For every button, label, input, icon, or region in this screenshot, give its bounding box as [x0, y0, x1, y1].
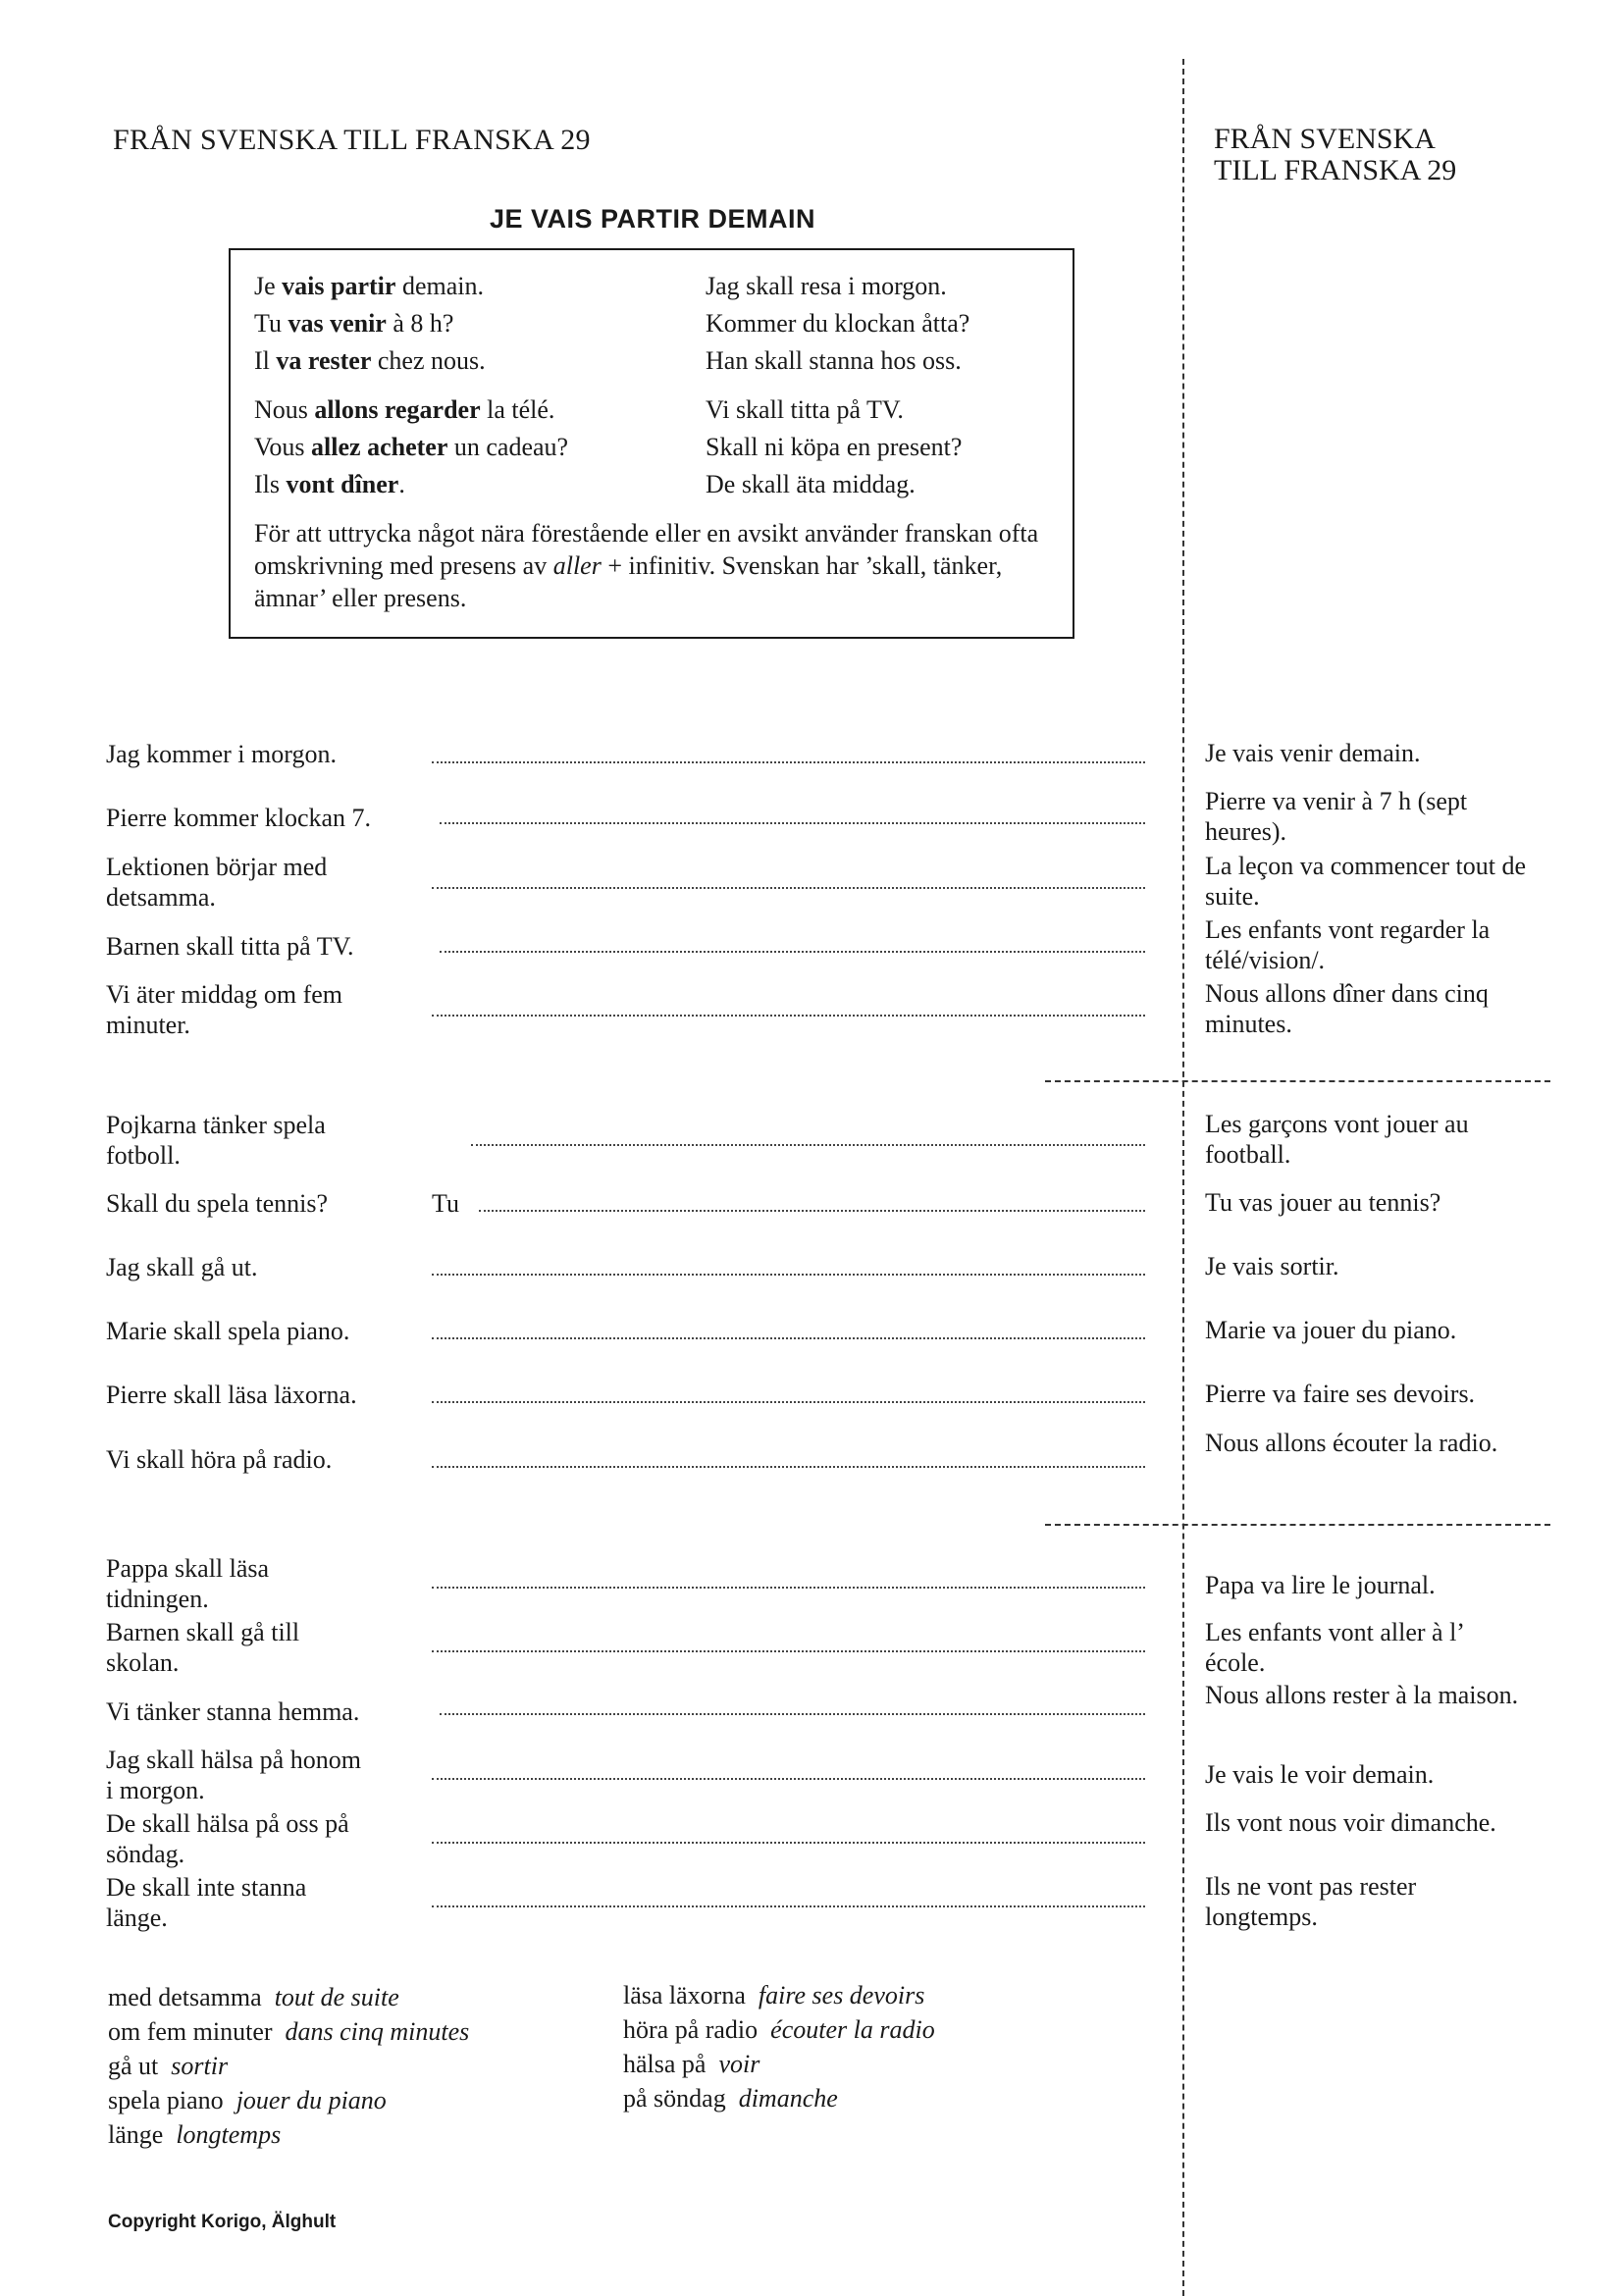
vocab-sv: läsa läxorna — [623, 1981, 746, 2009]
fr-verb: vais partir — [282, 272, 396, 300]
exercise-fr-6: Les garçons vont jouer au football. — [1205, 1110, 1469, 1169]
explanation-text: För att uttrycka något nära förestående eller en avsikt använder franskan ofta omskrivning med presens av — [254, 519, 1039, 580]
vocab-item — [623, 2081, 935, 2115]
vocab-item — [623, 2012, 935, 2047]
vocab-sv: med detsamma — [108, 1983, 262, 2011]
vocabulary-right — [623, 1978, 935, 2115]
exercise-sv-2: Pierre kommer klockan 7. — [106, 804, 372, 832]
answer-line-6[interactable] — [471, 1144, 1145, 1146]
exercise-sv-11: Vi skall höra på radio. — [106, 1445, 333, 1474]
vocabulary-left — [108, 1980, 469, 2152]
exercise-sv-9: Marie skall spela piano. — [106, 1317, 350, 1345]
header-right-line2: TILL FRANSKA 29 — [1214, 154, 1457, 186]
vocab-fr: écouter la radio — [770, 2015, 935, 2044]
exercise-fr-1: Je vais venir demain. — [1205, 739, 1421, 767]
vocab-sv: länge — [108, 2120, 164, 2149]
exercise-fr-3: La leçon va commencer tout de suite. — [1205, 852, 1527, 911]
exercise-fr-5: Nous allons dîner dans cinq minutes. — [1205, 979, 1489, 1038]
vocab-sv: hälsa på — [623, 2050, 707, 2078]
exercise-fr-9: Marie va jouer du piano. — [1205, 1316, 1457, 1344]
vocab-item — [108, 2014, 469, 2049]
grammar-box — [229, 248, 1074, 639]
answer-line-13[interactable] — [432, 1650, 1145, 1652]
fr-text: un cadeau? — [447, 433, 569, 461]
page-title: JE VAIS PARTIR DEMAIN — [489, 204, 816, 234]
fr-text: demain. — [395, 272, 484, 300]
header-right-line1: FRÅN SVENSKA — [1214, 123, 1436, 155]
exercise-sv-4: Barnen skall titta på TV. — [106, 932, 354, 961]
answer-line-1[interactable] — [432, 761, 1145, 763]
grammar-explanation — [254, 517, 1059, 614]
copyright-notice: Copyright Korigo, Älghult — [108, 2212, 337, 2232]
grammar-sv-2: Kommer du klockan åtta? — [706, 309, 970, 338]
exercise-sv-16: De skall hälsa på oss på söndag. — [106, 1809, 349, 1868]
exercise-sv-10: Pierre skall läsa läxorna. — [106, 1381, 357, 1409]
grammar-sv-4: Vi skall titta på TV. — [706, 395, 904, 424]
vocab-fr: sortir — [171, 2052, 229, 2080]
explanation-italic: aller — [552, 551, 602, 580]
answer-prefill-tu: Tu — [432, 1189, 459, 1218]
vocab-sv: spela piano — [108, 2086, 224, 2114]
exercise-fr-8: Je vais sortir. — [1205, 1252, 1339, 1280]
grammar-fr-5 — [254, 431, 568, 464]
fr-verb: allez acheter — [311, 433, 448, 461]
exercise-fr-13: Les enfants vont aller à l’ école. — [1205, 1618, 1464, 1677]
fr-text: Ils — [254, 470, 287, 498]
vocab-fr: dimanche — [738, 2084, 838, 2113]
vertical-fold-line — [1182, 59, 1184, 2296]
answer-line-12[interactable] — [432, 1587, 1145, 1589]
vocab-fr: voir — [718, 2050, 760, 2078]
exercise-fr-2: Pierre va venir à 7 h (sept heures). — [1205, 787, 1468, 846]
grammar-sv-6: De skall äta middag. — [706, 470, 916, 498]
answer-line-4[interactable] — [440, 951, 1145, 953]
exercise-sv-6: Pojkarna tänker spela fotboll. — [106, 1111, 326, 1170]
exercise-fr-11: Nous allons écouter la radio. — [1205, 1429, 1498, 1457]
fr-text: . — [398, 470, 405, 498]
answer-line-11[interactable] — [432, 1466, 1145, 1468]
answer-line-7[interactable] — [479, 1210, 1145, 1212]
exercise-sv-8: Jag skall gå ut. — [106, 1253, 258, 1281]
grammar-fr-2 — [254, 307, 453, 340]
fr-verb: allons regarder — [314, 395, 481, 424]
vocab-sv: på söndag — [623, 2084, 726, 2113]
fr-verb: vas venir — [288, 309, 387, 338]
exercise-fr-10: Pierre va faire ses devoirs. — [1205, 1380, 1476, 1408]
answer-line-16[interactable] — [432, 1842, 1145, 1844]
vocab-fr: faire ses devoirs — [758, 1981, 925, 2009]
fr-text: chez nous. — [371, 346, 486, 375]
explanation-text: + infinitiv. Svenskan har ’skall, tänker, ämnar’ eller presens. — [254, 551, 1003, 612]
vocab-sv: höra på radio — [623, 2015, 759, 2044]
fr-text: Tu — [254, 309, 288, 338]
vocab-sv: gå ut — [108, 2052, 159, 2080]
exercise-sv-5: Vi äter middag om fem minuter. — [106, 980, 343, 1039]
vocab-item — [108, 1980, 469, 2014]
exercise-sv-17: De skall inte stanna länge. — [106, 1873, 307, 1932]
vocab-fr: dans cinq minutes — [285, 2017, 470, 2046]
vocab-item — [108, 2083, 469, 2117]
vocab-sv: om fem minuter — [108, 2017, 273, 2046]
exercise-fr-14: Nous allons rester à la maison. — [1205, 1681, 1519, 1709]
vocab-fr: longtemps — [176, 2120, 282, 2149]
fr-text: Il — [254, 346, 277, 375]
answer-line-15[interactable] — [432, 1778, 1145, 1780]
grammar-fr-1 — [254, 270, 484, 303]
fr-text: Vous — [254, 433, 312, 461]
exercise-sv-12: Pappa skall läsa tidningen. — [106, 1554, 270, 1613]
vocab-fr: tout de suite — [274, 1983, 399, 2011]
exercise-sv-13: Barnen skall gå till skolan. — [106, 1618, 300, 1677]
answer-line-2[interactable] — [440, 822, 1145, 824]
grammar-fr-6 — [254, 468, 405, 501]
section-divider-1 — [1045, 1080, 1550, 1082]
answer-line-10[interactable] — [432, 1401, 1145, 1403]
exercise-fr-17: Ils ne vont pas rester longtemps. — [1205, 1872, 1417, 1931]
answer-line-5[interactable] — [432, 1015, 1145, 1017]
exercise-sv-14: Vi tänker stanna hemma. — [106, 1697, 360, 1726]
exercise-sv-15: Jag skall hälsa på honom i morgon. — [106, 1746, 361, 1804]
vocab-item — [108, 2049, 469, 2083]
fr-verb: vont dîner — [286, 470, 399, 498]
fr-text: Nous — [254, 395, 315, 424]
exercise-fr-16: Ils vont nous voir dimanche. — [1205, 1808, 1496, 1837]
exercise-fr-12: Papa va lire le journal. — [1205, 1571, 1436, 1599]
answer-line-3[interactable] — [432, 887, 1145, 889]
vocab-item — [623, 1978, 935, 2012]
exercise-fr-15: Je vais le voir demain. — [1205, 1760, 1435, 1789]
exercise-sv-7: Skall du spela tennis? — [106, 1189, 329, 1218]
vocab-fr: jouer du piano — [236, 2086, 387, 2114]
grammar-sv-5: Skall ni köpa en present? — [706, 433, 963, 461]
exercise-sv-1: Jag kommer i morgon. — [106, 740, 337, 768]
grammar-sv-1: Jag skall resa i morgon. — [706, 272, 947, 300]
exercise-fr-7: Tu vas jouer au tennis? — [1205, 1188, 1441, 1217]
fr-text: Je — [254, 272, 283, 300]
section-divider-2 — [1045, 1524, 1550, 1526]
answer-line-14[interactable] — [440, 1713, 1145, 1715]
exercise-fr-4: Les enfants vont regarder la télé/vision/. — [1205, 915, 1491, 974]
vocab-item — [108, 2117, 469, 2152]
fr-text: la télé. — [480, 395, 555, 424]
header-title-right — [1214, 124, 1508, 186]
grammar-sv-3: Han skall stanna hos oss. — [706, 346, 962, 375]
answer-line-9[interactable] — [432, 1337, 1145, 1339]
grammar-fr-4 — [254, 393, 554, 427]
answer-line-17[interactable] — [432, 1905, 1145, 1907]
header-title-left: FRÅN SVENSKA TILL FRANSKA 29 — [113, 124, 591, 156]
vocab-item — [623, 2047, 935, 2081]
exercise-sv-3: Lektionen börjar med detsamma. — [106, 853, 328, 912]
fr-text: à 8 h? — [386, 309, 454, 338]
answer-line-8[interactable] — [432, 1274, 1145, 1276]
grammar-fr-3 — [254, 344, 486, 378]
fr-verb: va rester — [276, 346, 372, 375]
